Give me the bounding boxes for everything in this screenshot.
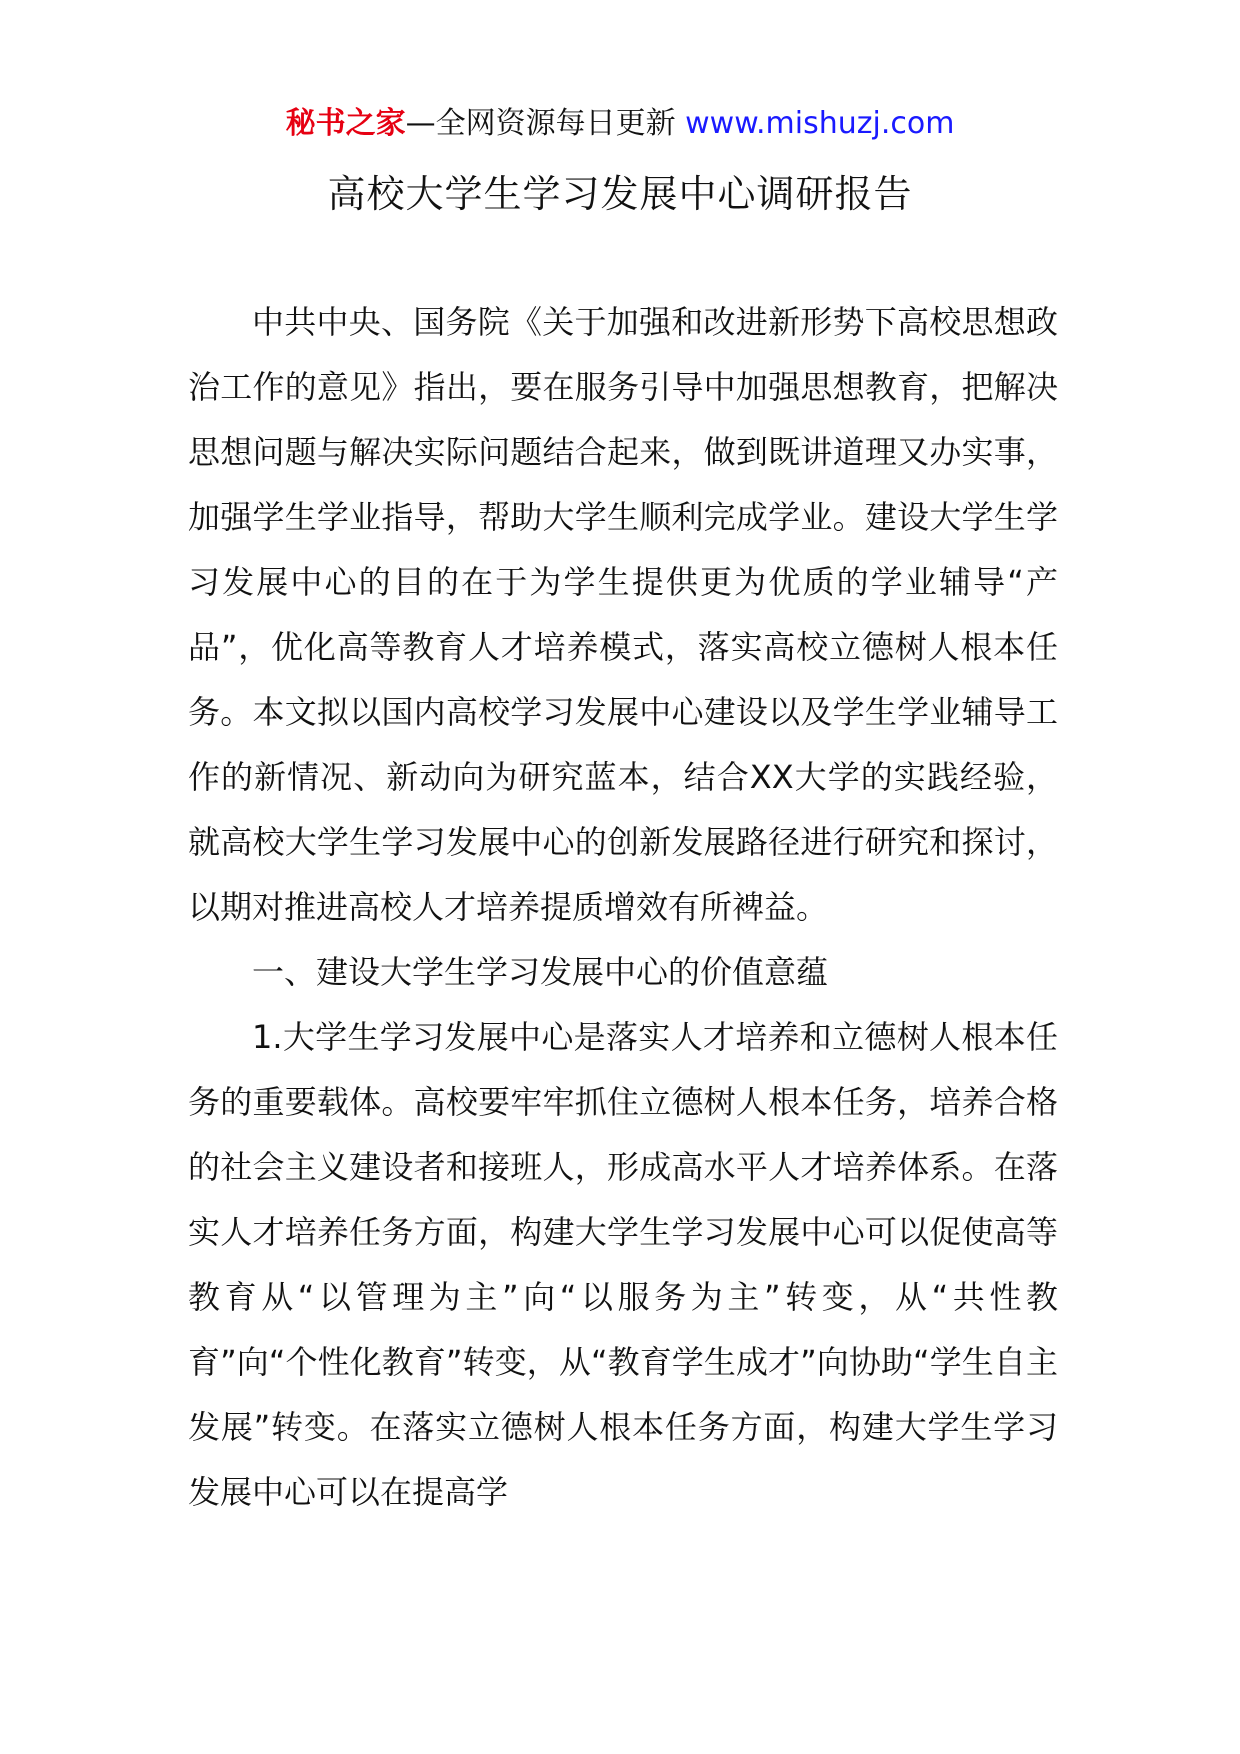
brand-name: 秘书之家 xyxy=(285,106,406,141)
header-slogan: —全网资源每日更新 xyxy=(405,106,676,141)
document-title: 高校大学生学习发展中心调研报告 xyxy=(327,172,913,216)
paragraph-point-1: 1.大学生学习发展中心是落实人才培养和立德树人根本任务的重要载体。高校要牢牢抓住立德树人根本任务，培养合格的社会主义建设者和接班人，形成高水平人才培养体系。在落实人才培养任务方面，构建大学生学习发展中心可以促使高等教育从“以管理为主”向“以服务为主”转变，从“共性教育”向“个性化教育”转变，从“教育学生成才”向协助“学生自主发展”转变。在落实立德树人根本任务方面，构建大学生学习发展中心可以在提高学 xyxy=(188,1018,1058,1511)
site-url-link[interactable]: www.mishuzj.com xyxy=(685,106,955,141)
paragraph-intro: 中共中央、国务院《关于加强和改进新形势下高校思想政治工作的意见》指出，要在服务引导中加强思想教育，把解决思想问题与解决实际问题结合起来，做到既讲道理又办实事，加强学生学业指导，帮助大学生顺利完成学业。建设大学生学习发展中心的目的在于为学生提供更为优质的学业辅导“产品”，优化高等教育人才培养模式，落实高校立德树人根本任务。本文拟以国内高校学习发展中心建设以及学生学业辅导工作的新情况、新动向为研究蓝本，结合XX大学的实践经验，就高校大学生学习发展中心的创新发展路径进行研究和探讨，以期对推进高校人才培养提质增效有所裨益。 xyxy=(188,303,1058,926)
document-body xyxy=(188,290,1058,1525)
section-heading: 一、建设大学生学习发展中心的价值意蕴 xyxy=(252,953,829,991)
site-header xyxy=(0,102,1240,146)
